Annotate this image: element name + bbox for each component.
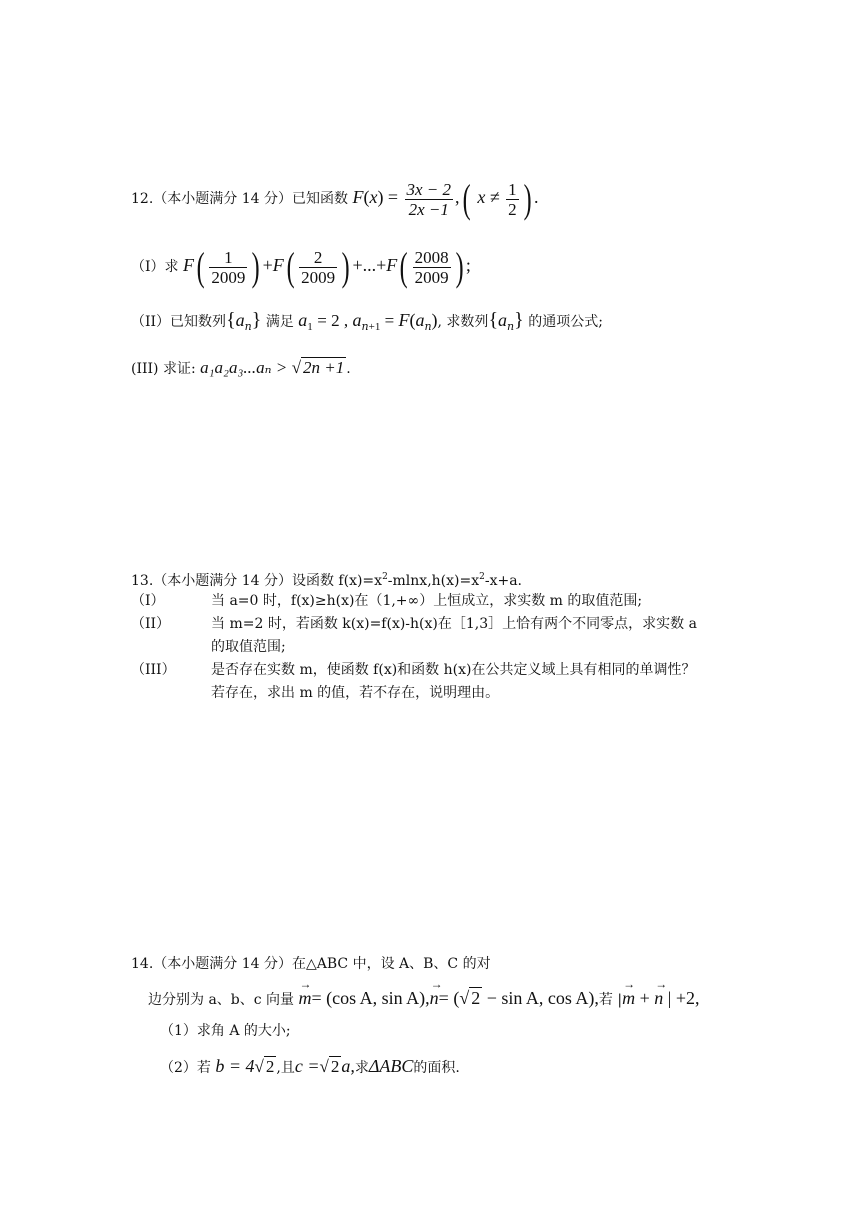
triangle-abc: ΔABC bbox=[368, 1056, 414, 1076]
q12-p1-frac-2: $\frac{2}{2009}$ bbox=[301, 247, 336, 287]
q13-part1-text: 当 a=0 时，f(x)≥h(x)在（1,+∞）上恒成立，求实数 m 的取值范围; bbox=[211, 593, 643, 609]
q12-func-arg: x bbox=[369, 187, 378, 207]
q12-header: 12.（本小题满分 14 分）已知函数 bbox=[131, 191, 348, 207]
q12-p1-dots: +...+ bbox=[352, 255, 387, 275]
q12-part1: （I）求 F( $\frac{1}{2009}$ ) +F( $\frac{2}{2009}$ ) +...+F( $\frac{2008}{2009}$ ) ; bbox=[131, 244, 471, 289]
q12-p1-frac-1: $\frac{1}{2009}$ bbox=[211, 247, 246, 287]
q13-part2 bbox=[131, 615, 697, 633]
q13-part3-text1: 是否存在实数 m，使函数 f(x)和函数 h(x)在公共定义域上具有相同的单调性？ bbox=[211, 662, 696, 678]
q12-header-line: 12.（本小题满分 14 分）已知函数 F(x) = $\frac{3x - 2}{2x -1}$ ,( x ≠ $\frac{1}{2}$ ) . bbox=[131, 176, 539, 221]
q13-part2-text1: 当 m=2 时，若函数 k(x)=f(x)-h(x)在［1,3］上恰有两个不同零点，求实数 a bbox=[211, 616, 697, 632]
q12-frac-num: 3x − 2 bbox=[406, 179, 452, 199]
q12-frac-den: 2x −1 bbox=[408, 199, 449, 219]
q12-part2: （II）已知数列$\{a_n\}$ 满足 $a_1 = 2$ , $a_{n+1} = F(a_n)$, 求数列$\{a_n\}$ 的通项公式; bbox=[131, 309, 603, 333]
q12-part3-sqrt: 2n +1 bbox=[303, 358, 345, 377]
q12-part2-text2: , 求数列 bbox=[437, 314, 489, 330]
q13-header: 13.（本小题满分 14 分）设函数 $f(x)=x^2-mlnx,h(x)=x^2-x+a$. bbox=[131, 572, 522, 589]
q12-cond: x ≠ bbox=[477, 187, 500, 207]
q13-part2-label: （II） bbox=[131, 616, 171, 632]
q12-eq: = bbox=[387, 187, 399, 207]
q12-part2-text1: 满足 bbox=[265, 314, 294, 330]
q12-a1: = 2 , bbox=[317, 311, 349, 330]
q12-p1-end: ; bbox=[465, 255, 471, 275]
q12-func-name: F bbox=[352, 187, 364, 207]
q13-part3 bbox=[131, 661, 695, 679]
q12-seq: a bbox=[235, 310, 245, 330]
q13-part3-label: （III） bbox=[131, 662, 176, 678]
q12-part3: (III) 求证: a₁a₂a₃...aₙ > √ 2n +1 . bbox=[131, 358, 351, 377]
q12-fraction bbox=[405, 180, 454, 219]
q12-part3-label: (III) 求证: bbox=[131, 361, 196, 377]
q12-cond-den: 2 bbox=[508, 199, 517, 219]
q12-part1-label: （I）求 bbox=[131, 259, 179, 275]
q14-part2: （2）若 b = 4√ 2 ,且c =√ 2 a,求ΔABC的面积. bbox=[160, 1056, 460, 1076]
vector-m: → m bbox=[299, 985, 312, 1011]
q14-header: 14.（本小题满分 14 分）在△ABC 中，设 A、B、C 的对 bbox=[131, 956, 491, 972]
q14-line2: 边分别为 a、b、c 向量 → m= (cos A, sin A),→ n= (√ 2 − sin A, cos A),若 |→ m + → n | +2, bbox=[148, 985, 699, 1011]
q12-cond-num: 1 bbox=[508, 179, 517, 199]
q12-part3-end: . bbox=[346, 361, 351, 377]
q14-part1: （1）求角 A 的大小; bbox=[160, 1023, 291, 1039]
q12-part2-label: （II）已知数列 bbox=[131, 314, 227, 330]
q12-part3-expr: a₁a₂a₃...aₙ > bbox=[200, 358, 288, 377]
q13-part2-cont: 的取值范围; bbox=[211, 639, 286, 655]
q12-p1-frac-3: $\frac{2008}{2009}$ bbox=[414, 247, 449, 287]
q12-end: . bbox=[533, 187, 539, 207]
q12-part2-text3: 的通项公式; bbox=[528, 314, 603, 330]
q13-part1 bbox=[131, 592, 642, 610]
q13-part1-label: （I） bbox=[131, 593, 165, 609]
q12-cond-fraction bbox=[506, 180, 519, 219]
vector-n: → n bbox=[430, 985, 439, 1011]
q13-part3-cont: 若存在，求出 m 的值，若不存在，说明理由。 bbox=[211, 685, 500, 701]
